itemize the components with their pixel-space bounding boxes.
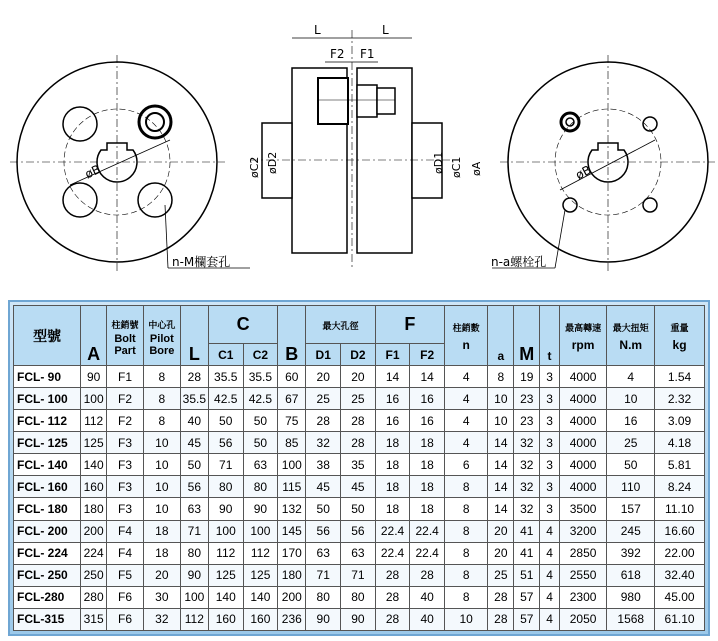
table-cell: 80 (243, 476, 278, 498)
table-cell: 32 (514, 498, 540, 520)
table-cell: 32 (143, 608, 180, 630)
table-cell: 3 (540, 388, 559, 410)
table-cell: 8 (445, 586, 488, 608)
table-cell: 1.54 (655, 366, 705, 388)
table-cell: F3 (107, 476, 144, 498)
table-cell: 100 (180, 586, 208, 608)
table-cell: 160 (208, 608, 243, 630)
table-cell: 140 (81, 454, 107, 476)
table-cell: 4 (607, 366, 655, 388)
table-cell: 50 (341, 498, 376, 520)
n-m-label: n-M欄套孔 (172, 255, 231, 269)
table-cell: 90 (243, 498, 278, 520)
table-row (14, 454, 705, 476)
table-cell: 63 (243, 454, 278, 476)
table-cell: 45 (180, 432, 208, 454)
table-cell: 20 (488, 542, 514, 564)
table-cell: 80 (180, 542, 208, 564)
table-cell: 32 (306, 432, 341, 454)
table-cell: 22.4 (410, 542, 445, 564)
table-cell: 392 (607, 542, 655, 564)
table-cell: 28 (410, 564, 445, 586)
table-cell: 3 (540, 432, 559, 454)
table-cell: 30 (143, 586, 180, 608)
table-cell: 8 (488, 366, 514, 388)
dim-L-left: L (314, 23, 321, 37)
table-cell: 4000 (559, 476, 607, 498)
dim-F2: F2 (330, 47, 345, 61)
table-cell: 3500 (559, 498, 607, 520)
table-cell: 63 (306, 542, 341, 564)
table-cell: 140 (208, 586, 243, 608)
table-cell: 32.40 (655, 564, 705, 586)
table-cell: 35.5 (243, 366, 278, 388)
table-cell: 16 (410, 410, 445, 432)
table-cell: 71 (341, 564, 376, 586)
table-cell: F2 (107, 388, 144, 410)
table-cell: 4.18 (655, 432, 705, 454)
table-cell: 56 (306, 520, 341, 542)
table-cell: 14 (488, 476, 514, 498)
table-cell: 16 (375, 388, 410, 410)
col-pilot-bore: 中心孔 Pilot Bore (143, 306, 180, 366)
table-cell: 4000 (559, 454, 607, 476)
table-row (14, 410, 705, 432)
table-cell: 42.5 (243, 388, 278, 410)
table-cell: 90 (208, 498, 243, 520)
table-cell: 63 (341, 542, 376, 564)
col-D1: D1 (306, 344, 341, 366)
table-cell: 980 (607, 586, 655, 608)
table-cell: 10 (143, 498, 180, 520)
table-cell: 10 (143, 476, 180, 498)
table-cell: 112 (243, 542, 278, 564)
col-C: C (208, 306, 277, 344)
right-b-dim: øB (573, 162, 594, 183)
table-cell: 10 (488, 388, 514, 410)
table-cell: 18 (375, 498, 410, 520)
table-cell: F6 (107, 586, 144, 608)
table-cell: 618 (607, 564, 655, 586)
table-cell: 57 (514, 586, 540, 608)
table-cell: 8 (445, 520, 488, 542)
n-a-label: n-a螺栓孔 (491, 255, 547, 269)
table-cell: 200 (81, 520, 107, 542)
table-cell: 8 (143, 388, 180, 410)
col-F2: F2 (410, 344, 445, 366)
table-cell: 18 (143, 520, 180, 542)
table-cell: 57 (514, 608, 540, 630)
table-row (14, 520, 705, 542)
table-cell: 32 (514, 432, 540, 454)
table-cell: 28 (488, 586, 514, 608)
col-weight: 重量 kg (655, 306, 705, 366)
table-cell: 3 (540, 476, 559, 498)
table-cell: 45.00 (655, 586, 705, 608)
table-row (14, 432, 705, 454)
table-cell: 112 (180, 608, 208, 630)
table-cell: 18 (410, 498, 445, 520)
model-cell: FCL-315 (14, 608, 81, 630)
table-cell: 236 (278, 608, 306, 630)
model-cell: FCL- 112 (14, 410, 81, 432)
col-torque: 最大扭矩 N.m (607, 306, 655, 366)
table-cell: 180 (278, 564, 306, 586)
table-cell: 71 (306, 564, 341, 586)
table-cell: 28 (180, 366, 208, 388)
table-cell: 25 (607, 432, 655, 454)
table-cell: 22.4 (375, 542, 410, 564)
table-cell: 19 (514, 366, 540, 388)
table-cell: 4000 (559, 388, 607, 410)
table-cell: 4 (445, 410, 488, 432)
table-cell: 145 (278, 520, 306, 542)
table-cell: 71 (208, 454, 243, 476)
table-cell: 8 (445, 476, 488, 498)
table-cell: 5.81 (655, 454, 705, 476)
coupling-drawing (0, 0, 718, 290)
table-cell: 60 (278, 366, 306, 388)
table-cell: 35.5 (208, 366, 243, 388)
table-cell: 2850 (559, 542, 607, 564)
table-cell: 100 (278, 454, 306, 476)
model-cell: FCL- 200 (14, 520, 81, 542)
table-cell: 20 (143, 564, 180, 586)
table-cell: 10 (143, 432, 180, 454)
table-cell: 28 (375, 586, 410, 608)
col-F1: F1 (375, 344, 410, 366)
table-cell: 11.10 (655, 498, 705, 520)
table-cell: F5 (107, 564, 144, 586)
table-cell: 50 (180, 454, 208, 476)
table-cell: 14 (488, 498, 514, 520)
table-cell: 25 (306, 388, 341, 410)
table-cell: 35 (341, 454, 376, 476)
table-cell: F3 (107, 432, 144, 454)
table-cell: 245 (607, 520, 655, 542)
dim-F1: F1 (360, 47, 375, 61)
table-cell: 4 (445, 432, 488, 454)
table-cell: 40 (410, 608, 445, 630)
table-cell: 140 (243, 586, 278, 608)
table-cell: F6 (107, 608, 144, 630)
col-F: F (375, 306, 444, 344)
table-cell: 22.4 (410, 520, 445, 542)
table-cell: 1568 (607, 608, 655, 630)
table-cell: 112 (208, 542, 243, 564)
table-cell: 180 (81, 498, 107, 520)
table-cell: 115 (278, 476, 306, 498)
table-cell: 250 (81, 564, 107, 586)
table-row (14, 542, 705, 564)
table-cell: 45 (341, 476, 376, 498)
table-cell: 80 (306, 586, 341, 608)
table-cell: 3 (540, 454, 559, 476)
table-cell: 3.09 (655, 410, 705, 432)
table-cell: 112 (81, 410, 107, 432)
table-cell: 4 (540, 608, 559, 630)
model-cell: FCL- 90 (14, 366, 81, 388)
table-cell: 38 (306, 454, 341, 476)
table-cell: F3 (107, 454, 144, 476)
table-cell: 224 (81, 542, 107, 564)
table-cell: 160 (81, 476, 107, 498)
table-cell: 157 (607, 498, 655, 520)
left-flange-view (10, 55, 250, 272)
table-row (14, 586, 705, 608)
col-L: L (180, 306, 208, 366)
table-cell: 28 (341, 432, 376, 454)
model-cell: FCL- 100 (14, 388, 81, 410)
table-cell: 20 (306, 366, 341, 388)
col-speed: 最高轉速 rpm (559, 306, 607, 366)
table-cell: 42.5 (208, 388, 243, 410)
table-row (14, 564, 705, 586)
table-cell: 16 (607, 410, 655, 432)
table-cell: 90 (341, 608, 376, 630)
table-cell: 45 (306, 476, 341, 498)
table-cell: 4 (445, 366, 488, 388)
dim-L-right: L (382, 23, 389, 37)
table-cell: 35.5 (180, 388, 208, 410)
dim-D1: øD1 (432, 151, 445, 174)
table-cell: 32 (514, 454, 540, 476)
table-cell: F2 (107, 410, 144, 432)
table-cell: 63 (180, 498, 208, 520)
table-cell: 80 (208, 476, 243, 498)
table-row (14, 388, 705, 410)
table-cell: 50 (208, 410, 243, 432)
table-cell: 280 (81, 586, 107, 608)
table-cell: 50 (243, 432, 278, 454)
table-cell: 56 (341, 520, 376, 542)
table-cell: 2300 (559, 586, 607, 608)
col-A: A (81, 306, 107, 366)
table-cell: 18 (410, 454, 445, 476)
col-C1: C1 (208, 344, 243, 366)
col-model: 型號 (14, 306, 81, 366)
table-cell: 16 (375, 410, 410, 432)
table-cell: 18 (410, 476, 445, 498)
table-cell: 3 (540, 366, 559, 388)
spec-table (13, 305, 705, 631)
dim-C1: øC1 (450, 156, 463, 178)
table-cell: 25 (341, 388, 376, 410)
table-cell: 18 (410, 432, 445, 454)
model-cell: FCL- 224 (14, 542, 81, 564)
table-row (14, 498, 705, 520)
table-cell: 56 (180, 476, 208, 498)
table-cell: 40 (180, 410, 208, 432)
table-cell: 4000 (559, 410, 607, 432)
table-cell: 25 (488, 564, 514, 586)
right-flange-view (492, 55, 715, 272)
spec-table-body (14, 366, 705, 631)
table-cell: 10 (445, 608, 488, 630)
dim-D2: øD2 (266, 151, 279, 174)
table-row (14, 366, 705, 388)
table-cell: 4 (540, 586, 559, 608)
dim-A: øA (470, 161, 483, 176)
table-cell: 100 (208, 520, 243, 542)
table-cell: 315 (81, 608, 107, 630)
table-cell: 4 (445, 388, 488, 410)
table-cell: 8.24 (655, 476, 705, 498)
table-cell: 18 (375, 432, 410, 454)
table-cell: 56 (208, 432, 243, 454)
table-cell: 23 (514, 388, 540, 410)
table-cell: 90 (306, 608, 341, 630)
col-C2: C2 (243, 344, 278, 366)
table-cell: 10 (488, 410, 514, 432)
table-cell: 8 (143, 366, 180, 388)
table-cell: 41 (514, 520, 540, 542)
table-cell: F1 (107, 366, 144, 388)
table-cell: 28 (341, 410, 376, 432)
col-t: t (540, 306, 559, 366)
table-cell: 3 (540, 410, 559, 432)
spec-table-panel (8, 300, 710, 636)
table-cell: 50 (306, 498, 341, 520)
table-cell: 4 (540, 564, 559, 586)
table-cell: 67 (278, 388, 306, 410)
col-D2: D2 (341, 344, 376, 366)
table-cell: 14 (410, 366, 445, 388)
table-cell: 4000 (559, 432, 607, 454)
col-M: M (514, 306, 540, 366)
table-cell: 71 (180, 520, 208, 542)
col-a: a (488, 306, 514, 366)
table-cell: 110 (607, 476, 655, 498)
table-cell: 4 (540, 520, 559, 542)
table-cell: 14 (488, 432, 514, 454)
table-cell: 200 (278, 586, 306, 608)
dim-C2: øC2 (248, 156, 261, 178)
table-cell: 3200 (559, 520, 607, 542)
table-cell: 28 (306, 410, 341, 432)
col-pins: 柱銷數 n (445, 306, 488, 366)
table-cell: 20 (341, 366, 376, 388)
table-cell: 90 (81, 366, 107, 388)
table-cell: 18 (143, 542, 180, 564)
table-cell: 85 (278, 432, 306, 454)
table-cell: 50 (607, 454, 655, 476)
table-row (14, 476, 705, 498)
table-cell: 61.10 (655, 608, 705, 630)
table-cell: 125 (243, 564, 278, 586)
table-cell: 32 (514, 476, 540, 498)
model-cell: FCL- 180 (14, 498, 81, 520)
table-cell: 22.00 (655, 542, 705, 564)
table-cell: 8 (445, 498, 488, 520)
table-cell: F4 (107, 520, 144, 542)
table-cell: 51 (514, 564, 540, 586)
table-cell: 28 (488, 608, 514, 630)
table-cell: 50 (243, 410, 278, 432)
table-cell: 75 (278, 410, 306, 432)
table-row (14, 608, 705, 630)
table-cell: 28 (375, 564, 410, 586)
model-cell: FCL-280 (14, 586, 81, 608)
table-cell: 8 (445, 564, 488, 586)
model-cell: FCL- 140 (14, 454, 81, 476)
table-cell: 8 (143, 410, 180, 432)
table-cell: 100 (243, 520, 278, 542)
table-cell: 18 (375, 454, 410, 476)
table-cell: 8 (445, 542, 488, 564)
table-cell: 2550 (559, 564, 607, 586)
left-b-dim: øB (82, 162, 103, 182)
table-cell: 16.60 (655, 520, 705, 542)
table-cell: 3 (540, 498, 559, 520)
table-cell: 18 (375, 476, 410, 498)
table-cell: 80 (341, 586, 376, 608)
table-cell: 14 (488, 454, 514, 476)
table-cell: 23 (514, 410, 540, 432)
table-cell: 132 (278, 498, 306, 520)
table-cell: 2.32 (655, 388, 705, 410)
table-cell: 90 (180, 564, 208, 586)
table-cell: 125 (208, 564, 243, 586)
col-B: B (278, 306, 306, 366)
table-cell: 40 (410, 586, 445, 608)
table-cell: 16 (410, 388, 445, 410)
table-cell: 100 (81, 388, 107, 410)
table-cell: F4 (107, 542, 144, 564)
table-cell: 22.4 (375, 520, 410, 542)
table-cell: 160 (243, 608, 278, 630)
table-cell: 170 (278, 542, 306, 564)
table-cell: 6 (445, 454, 488, 476)
table-cell: 125 (81, 432, 107, 454)
model-cell: FCL- 160 (14, 476, 81, 498)
table-cell: 10 (143, 454, 180, 476)
table-cell: 10 (607, 388, 655, 410)
table-cell: 4 (540, 542, 559, 564)
table-cell: 4000 (559, 366, 607, 388)
model-cell: FCL- 125 (14, 432, 81, 454)
table-cell: 41 (514, 542, 540, 564)
table-cell: 28 (375, 608, 410, 630)
table-cell: 2050 (559, 608, 607, 630)
table-cell: 14 (375, 366, 410, 388)
model-cell: FCL- 250 (14, 564, 81, 586)
col-bolt-part: 柱銷號 Bolt Part (107, 306, 144, 366)
table-cell: F3 (107, 498, 144, 520)
table-cell: 20 (488, 520, 514, 542)
center-section-view (250, 30, 455, 270)
col-max-bore: 最大孔徑 (306, 306, 375, 344)
